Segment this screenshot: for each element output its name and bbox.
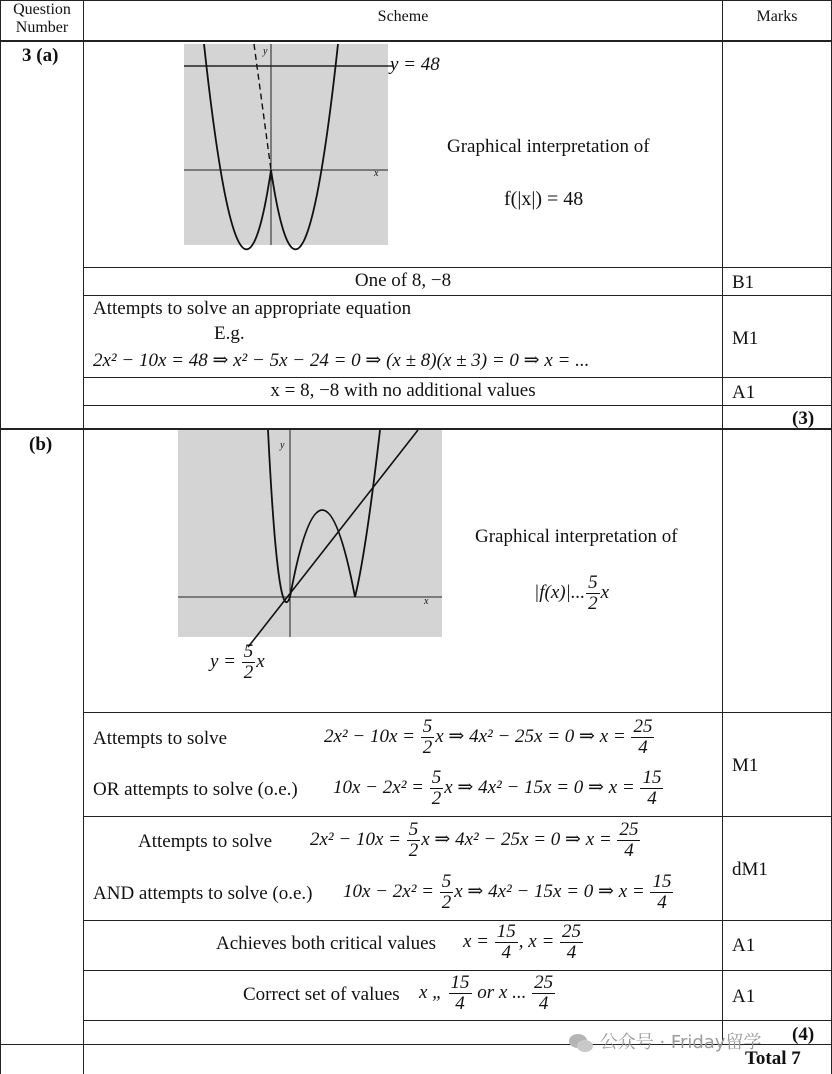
header-marks: Marks (756, 8, 798, 25)
part-a-row2-line2: E.g. (214, 323, 245, 344)
total-marks: Total 7 (745, 1048, 801, 1069)
graph-b-line-label: y = $\frac{5}{2}$ x (210, 641, 265, 683)
part-a-row1-scheme: One of 8, −8 (354, 270, 452, 291)
part-b-row1-line1-text: Attempts to solve (93, 728, 228, 749)
part-b-interp-title: Graphical interpretation of (475, 526, 678, 547)
part-b-row3-math: x = $\frac{15}{4}$ , x = $\frac{25}{4}$ (463, 921, 582, 963)
part-a-label: 3 (a) (22, 45, 59, 66)
part-a-row2-line3: 2x² − 10x = 48 ⇒ x² − 5x − 24 = 0 ⇒ (x ± 8)(x ± 3) = 0 ⇒ x = ... (93, 350, 590, 371)
part-b-subtotal: (4) (792, 1024, 815, 1045)
graph-b (178, 430, 442, 637)
part-a-row2-mark: M1 (732, 328, 759, 349)
part-a-interp-title: Graphical interpretation of (447, 136, 650, 157)
graph-a-y-axis-label: y (263, 46, 268, 57)
part-b-row2-line2-math: 10x − 2x² = $\frac{5}{2}$ x ⇒ 4x² − 15x = 0 ⇒ x = $\frac{15}{4}$ (343, 871, 672, 913)
part-a-row3-mark: A1 (732, 382, 756, 403)
part-b-row2-line1-text: Attempts to solve (138, 831, 273, 852)
part-a-interp-expr: f(|x|) = 48 (504, 188, 584, 210)
graph-a-line-label: y = 48 (390, 54, 440, 75)
part-b-row1-line2-math: 10x − 2x² = $\frac{5}{2}$ x ⇒ 4x² − 15x = 0 ⇒ x = $\frac{15}{4}$ (333, 767, 662, 809)
part-b-row3-mark: A1 (732, 935, 756, 956)
part-b-row2-line1-math: 2x² − 10x = $\frac{5}{2}$ x ⇒ 4x² − 25x = 0 ⇒ x = $\frac{25}{4}$ (310, 819, 639, 861)
part-b-row1-line2-text: OR attempts to solve (o.e.) (93, 779, 298, 800)
graph-a-x-axis-label: x (374, 168, 379, 179)
part-b-row2-mark: dM1 (732, 859, 768, 880)
graph-a (184, 44, 388, 245)
part-a-row1-mark: B1 (732, 272, 755, 293)
watermark: 公众号 · Friday留学 (568, 1028, 761, 1054)
part-a-subtotal: (3) (792, 408, 815, 429)
header-scheme: Scheme (377, 8, 429, 25)
header-question-number: Question Number (13, 1, 71, 36)
part-b-label: (b) (29, 434, 53, 455)
part-a-row2-line1: Attempts to solve an appropriate equation (93, 298, 412, 319)
graph-b-y-axis-label: y (280, 440, 285, 451)
part-b-row1-mark: M1 (732, 755, 759, 776)
part-b-row3-text: Achieves both critical values (216, 933, 437, 954)
part-b-row1-line1-math: 2x² − 10x = $\frac{5}{2}$ x ⇒ 4x² − 25x = 0 ⇒ x = $\frac{25}{4}$ (324, 716, 653, 758)
part-b-interp-expr: |f(x)|... $\frac{5}{2}$ x (534, 572, 609, 614)
part-b-row4-math: x „ $\frac{15}{4}$ or x ... $\frac{25}{4}$ (419, 972, 554, 1014)
part-a-row3-scheme: x = 8, −8 with no additional values (270, 380, 536, 401)
part-b-row2-line2-text: AND attempts to solve (o.e.) (93, 883, 313, 904)
wechat-icon (568, 1032, 594, 1054)
graph-b-x-axis-label: x (424, 596, 429, 607)
part-b-row4-text: Correct set of values (243, 984, 400, 1005)
part-b-row4-mark: A1 (732, 986, 756, 1007)
